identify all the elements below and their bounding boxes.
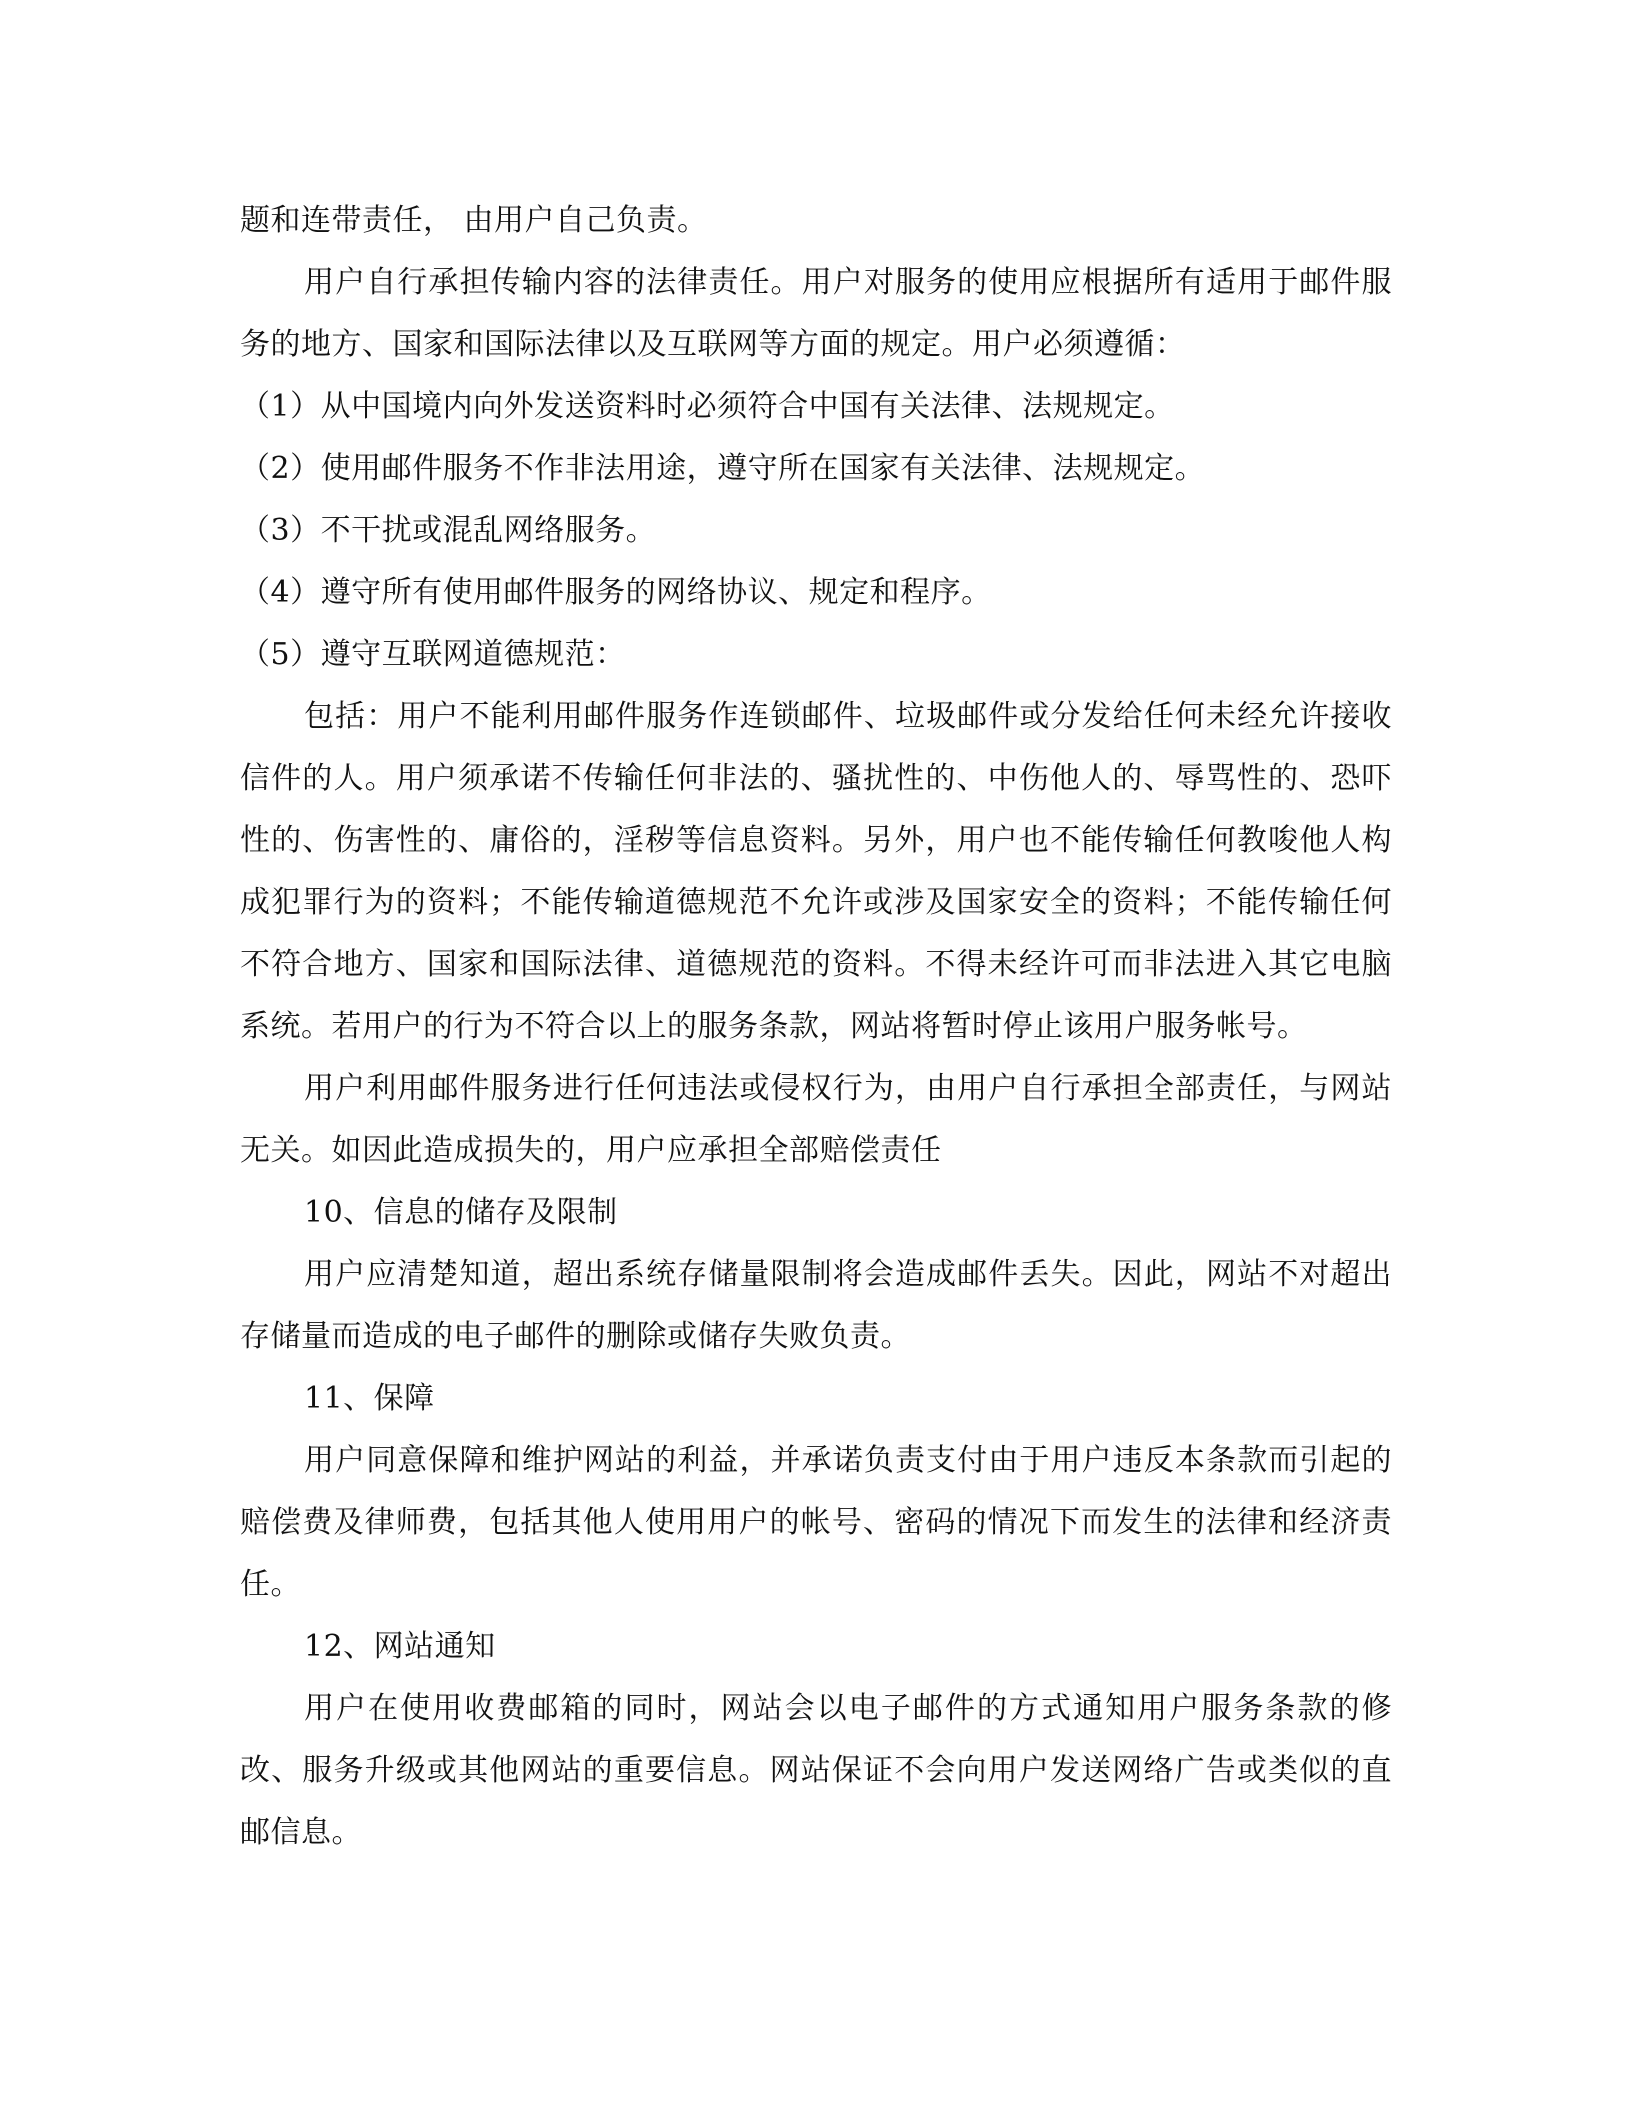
- paragraph-notification: 用户在使用收费邮箱的同时，网站会以电子邮件的方式通知用户服务条款的修改、服务升级或其他网站的重要信息。网站保证不会向用户发送网络广告或类似的直邮信息。: [240, 1691, 1392, 1850]
- rule-item-4: （4）遵守所有使用邮件服务的网络协议、规定和程序。: [240, 575, 992, 610]
- paragraph-indemnity: 用户同意保障和维护网站的利益，并承诺负责支付由于用户违反本条款而引起的赔偿费及律师费，包括其他人使用用户的帐号、密码的情况下而发生的法律和经济责任。: [240, 1443, 1392, 1602]
- paragraph-liability: 用户利用邮件服务进行任何违法或侵权行为，由用户自行承担全部责任，与网站无关。如因此造成损失的，用户应承担全部赔偿责任: [240, 1071, 1392, 1168]
- section-heading-11: 11、保障: [304, 1381, 435, 1416]
- paragraph-continuation: 题和连带责任， 由用户自己负责。: [240, 203, 708, 238]
- rule-item-5: （5）遵守互联网道德规范：: [240, 637, 626, 672]
- rule-item-2: （2）使用邮件服务不作非法用途，遵守所在国家有关法律、法规规定。: [240, 451, 1206, 486]
- rule-item-1: （1）从中国境内向外发送资料时必须符合中国有关法律、法规规定。: [240, 389, 1175, 424]
- document-body: [240, 190, 1392, 1864]
- section-heading-12: 12、网站通知: [304, 1629, 496, 1664]
- paragraph-storage-limit: 用户应清楚知道，超出系统存储量限制将会造成邮件丢失。因此，网站不对超出存储量而造成的电子邮件的删除或储存失败负责。: [240, 1257, 1392, 1354]
- section-heading-10: 10、信息的储存及限制: [304, 1195, 618, 1230]
- paragraph-legal-responsibility: 用户自行承担传输内容的法律责任。用户对服务的使用应根据所有适用于邮件服务的地方、国家和国际法律以及互联网等方面的规定。用户必须遵循：: [240, 265, 1392, 362]
- rule-item-3: （3）不干扰或混乱网络服务。: [240, 513, 657, 548]
- paragraph-prohibited-content: 包括：用户不能利用邮件服务作连锁邮件、垃圾邮件或分发给任何未经允许接收信件的人。用户须承诺不传输任何非法的、骚扰性的、中伤他人的、辱骂性的、恐吓性的、伤害性的、庸俗的，淫秽等信息资料。另外，用户也不能传输任何教唆他人构成犯罪行为的资料；不能传输道德规范不允许或涉及国家安全的资料；不能传输任何不符合地方、国家和国际法律、道德规范的资料。不得未经许可而非法进入其它电脑系统。若用户的行为不符合以上的服务条款，网站将暂时停止该用户服务帐号。: [240, 699, 1392, 1044]
